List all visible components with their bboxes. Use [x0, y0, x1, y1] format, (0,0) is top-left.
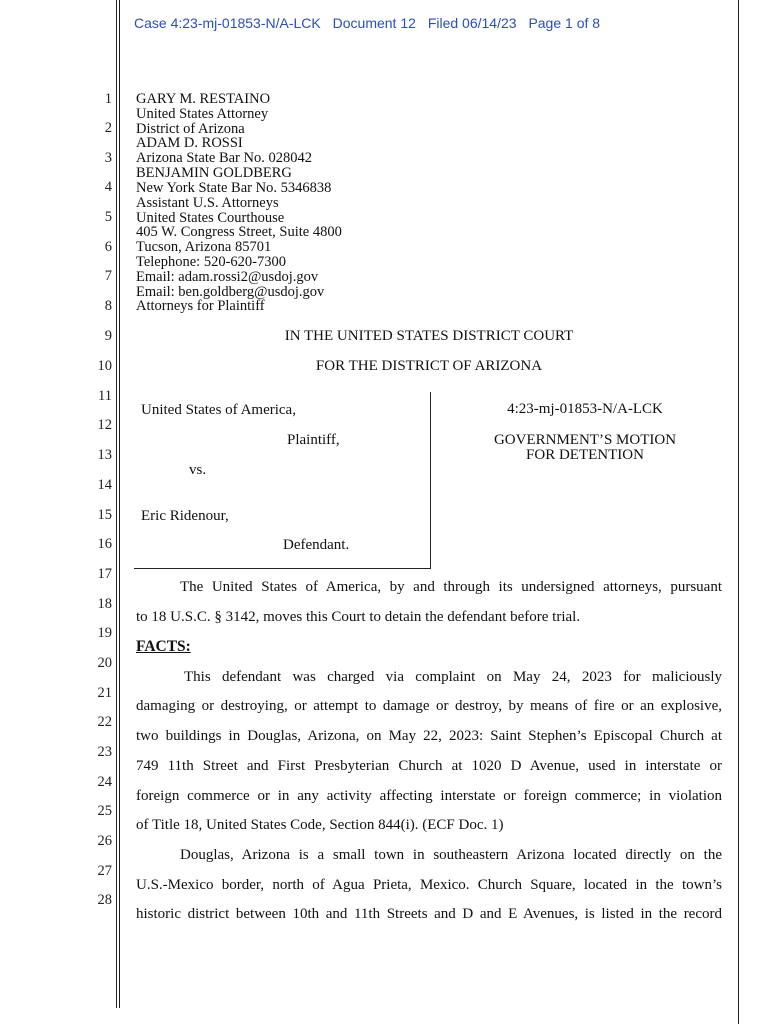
attorney-line: Telephone: 520-620-7300: [136, 254, 286, 270]
body-line: This defendant was charged via complaint on May 24, 2023 for maliciously: [184, 669, 722, 685]
attorney-line: GARY M. RESTAINO: [136, 91, 271, 107]
line-number: 4: [104, 179, 112, 195]
attorney-line: United States Courthouse: [136, 210, 285, 226]
motion-title-line2: FOR DETENTION: [526, 447, 644, 463]
attorney-line: District of Arizona: [136, 121, 245, 137]
motion-title-line1: GOVERNMENT’S MOTION: [493, 432, 677, 448]
defendant-role: Defendant.: [283, 537, 350, 553]
body-line: The United States of America, by and through its undersigned attorneys, pursuant: [180, 579, 722, 595]
left-margin-rule-inner: [119, 0, 120, 1008]
line-number: 7: [104, 268, 112, 284]
line-number: 14: [97, 477, 112, 493]
line-number: 1: [104, 91, 112, 107]
body-line: 749 11th Street and First Presbyterian Church at 1020 D Avenue, used in interstate or: [136, 758, 722, 774]
line-number: 28: [97, 892, 112, 908]
line-number: 15: [97, 507, 112, 523]
caption-underline: [134, 568, 431, 569]
line-number: 19: [97, 625, 112, 641]
attorney-line: Email: ben.goldberg@usdoj.gov: [136, 284, 325, 300]
ecf-header: [134, 15, 608, 31]
attorney-line: Arizona State Bar No. 028042: [136, 150, 312, 166]
attorney-line: New York State Bar No. 5346838: [136, 180, 332, 196]
header-page: Page 1 of 8: [528, 15, 601, 31]
header-filed: Filed 06/14/23: [427, 15, 517, 31]
line-number: 13: [97, 447, 112, 463]
line-number: 2: [104, 120, 112, 136]
body-line: to 18 U.S.C. § 3142, moves this Court to detain the defendant before trial.: [136, 609, 581, 625]
body-line: historic district between 10th and 11th Streets and D and E Avenues, is listed in the record: [136, 906, 722, 922]
plaintiff-name: United States of America,: [141, 402, 296, 418]
line-number: 26: [97, 833, 112, 849]
line-number: 3: [104, 150, 112, 166]
case-number: 4:23-mj-01853-N/A-LCK: [507, 401, 663, 417]
attorney-line: United States Attorney: [136, 106, 269, 122]
body-line: U.S.-Mexico border, north of Agua Prieta, Mexico. Church Square, located in the town’s: [136, 877, 722, 893]
attorney-line: Email: adam.rossi2@usdoj.gov: [136, 269, 319, 285]
header-case: Case 4:23-mj-01853-N/A-LCK: [134, 15, 321, 31]
line-number: 16: [97, 536, 112, 552]
line-number: 20: [97, 655, 112, 671]
caption-divider: [430, 392, 431, 569]
header-document: Document 12: [332, 15, 416, 31]
line-number: 21: [97, 685, 112, 701]
line-number: 18: [97, 596, 112, 612]
court-title: IN THE UNITED STATES DISTRICT COURT: [284, 328, 574, 344]
line-number: 27: [97, 863, 112, 879]
left-margin-rule: [116, 0, 117, 1008]
attorney-line: Tucson, Arizona 85701: [136, 239, 272, 255]
line-number: 12: [97, 417, 112, 433]
line-number: 22: [97, 714, 112, 730]
attorney-line: Assistant U.S. Attorneys: [136, 195, 279, 211]
line-number: 25: [97, 803, 112, 819]
right-margin-rule: [738, 0, 739, 1024]
court-district: FOR THE DISTRICT OF ARIZONA: [315, 358, 543, 374]
body-line: of Title 18, United States Code, Section 844(i). (ECF Doc. 1): [136, 817, 504, 833]
attorney-line: Attorneys for Plaintiff: [136, 298, 265, 314]
line-number: 9: [104, 328, 112, 344]
body-line: damaging or destroying, or attempt to damage or destroy, by means of fire or an explosive,: [136, 698, 722, 714]
line-number: 11: [98, 388, 112, 404]
line-number: 17: [97, 566, 112, 582]
versus: vs.: [189, 462, 207, 478]
plaintiff-role: Plaintiff,: [287, 432, 340, 448]
line-number: 5: [104, 209, 112, 225]
line-number: 8: [104, 298, 112, 314]
defendant-name: Eric Ridenour,: [141, 508, 229, 524]
line-number: 6: [104, 239, 112, 255]
body-line: Douglas, Arizona is a small town in southeastern Arizona located directly on the: [180, 847, 722, 863]
facts-heading: FACTS:: [136, 638, 191, 655]
body-line: foreign commerce or in any activity affecting interstate or foreign commerce; in violation: [136, 788, 722, 804]
attorney-line: 405 W. Congress Street, Suite 4800: [136, 224, 342, 240]
line-number: 10: [97, 358, 112, 374]
body-line: two buildings in Douglas, Arizona, on May 22, 2023: Saint Stephen’s Episcopal Church at: [136, 728, 722, 744]
attorney-line: BENJAMIN GOLDBERG: [136, 165, 292, 181]
attorney-line: ADAM D. ROSSI: [136, 135, 243, 151]
line-number: 23: [97, 744, 112, 760]
line-number: 24: [97, 774, 112, 790]
